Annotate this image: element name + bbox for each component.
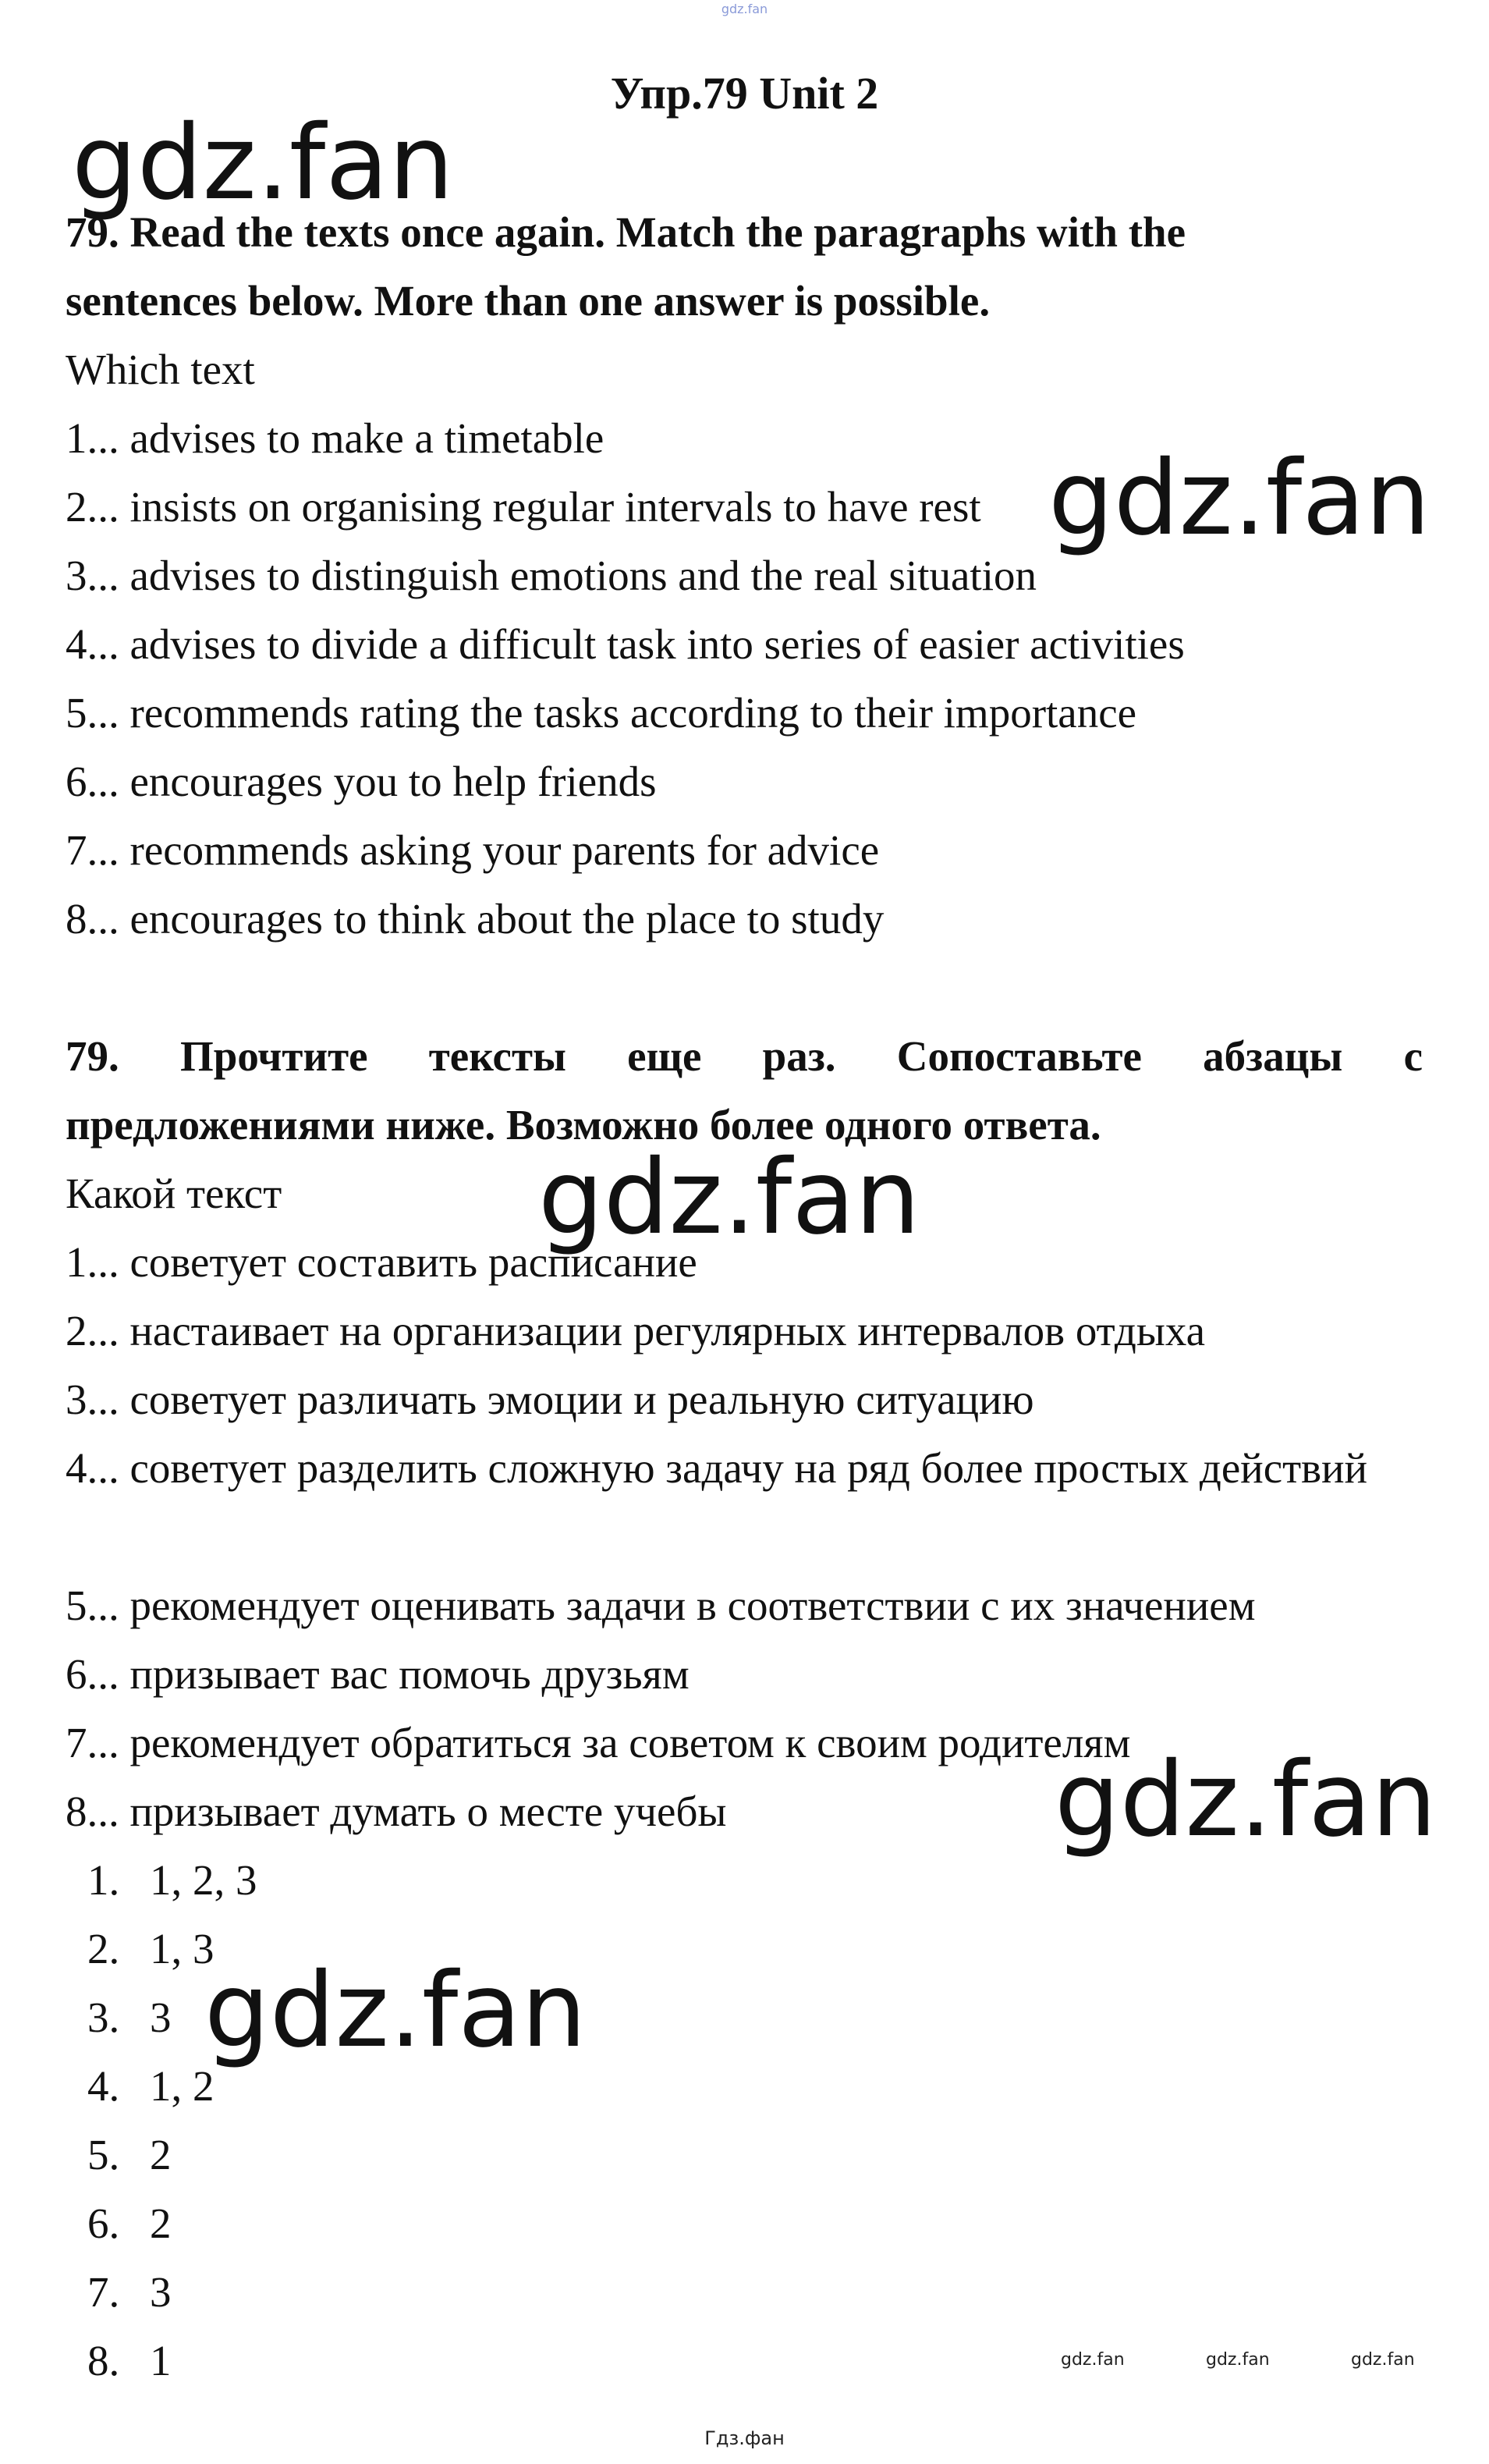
- english-item-7: 7... recommends asking your parents for advice: [66, 826, 880, 874]
- answer-value: 3: [150, 2268, 172, 2316]
- answer-value: 1: [150, 2337, 172, 2384]
- english-heading-line1: 79. Read the texts once again. Match the paragraphs with the: [66, 208, 1186, 256]
- bottom-watermark: Гдз.фан: [704, 2427, 785, 2449]
- english-item-2: 2... insists on organising regular intervals to have rest: [66, 483, 981, 531]
- answer-5: [87, 2121, 172, 2189]
- russian-item-1: 1... советует составить расписание: [66, 1238, 697, 1286]
- answer-number: 3.: [87, 1994, 120, 2041]
- russian-item-4: 4... советует разделить сложную задачу на ряд более простых действий: [66, 1444, 1368, 1492]
- small-watermark-2: gdz.fan: [1206, 2350, 1270, 2370]
- answer-4: [87, 2052, 214, 2121]
- english-item-8: 8... encourages to think about the place to study: [66, 895, 885, 943]
- russian-item-2: 2... настаивает на организации регулярных интервалов отдыха: [66, 1307, 1206, 1354]
- russian-heading-line1: 79. Прочтите тексты еще раз. Сопоставьте абзацы с: [66, 1032, 1423, 1080]
- answer-number: 7.: [87, 2268, 120, 2316]
- english-item-4: 4... advises to divide a difficult task into series of easier activities: [66, 620, 1185, 668]
- russian-item-6: 6... призывает вас помочь друзьям: [66, 1650, 690, 1698]
- english-item-5: 5... recommends rating the tasks according to their importance: [66, 689, 1137, 737]
- top-watermark: gdz.fan: [721, 2, 768, 16]
- watermark-4: gdz.fan: [1055, 1740, 1437, 1860]
- answer-7: [87, 2258, 172, 2327]
- answer-number: 8.: [87, 2337, 120, 2384]
- russian-item-8: 8... призывает думать о месте учебы: [66, 1788, 727, 1835]
- answer-value: 1, 2, 3: [150, 1856, 257, 1904]
- answer-8: [87, 2327, 172, 2395]
- small-watermark-3: gdz.fan: [1351, 2350, 1415, 2370]
- watermark-3: gdz.fan: [538, 1138, 920, 1258]
- answer-number: 6.: [87, 2199, 120, 2247]
- answer-1: [87, 1846, 257, 1915]
- answer-value: 2: [150, 2131, 172, 2178]
- answer-3: [87, 1983, 172, 2052]
- small-watermark-1: gdz.fan: [1061, 2350, 1125, 2370]
- russian-item-7: 7... рекомендует обратиться за советом к своим родителям: [66, 1719, 1131, 1766]
- page-title: Упр.79 Unit 2: [610, 68, 879, 119]
- answer-value: 3: [150, 1994, 172, 2041]
- answer-6: [87, 2189, 172, 2258]
- answer-number: 4.: [87, 2062, 120, 2110]
- watermark-5: gdz.fan: [204, 1951, 587, 2071]
- english-item-3: 3... advises to distinguish emotions and the real situation: [66, 552, 1037, 599]
- english-intro: Which text: [66, 346, 255, 393]
- answer-value: 1, 2: [150, 2062, 214, 2110]
- answer-number: 5.: [87, 2131, 120, 2178]
- english-heading-line2: sentences below. More than one answer is possible.: [66, 277, 991, 325]
- answer-number: 2.: [87, 1925, 120, 1972]
- answer-value: 1, 3: [150, 1925, 214, 1972]
- russian-heading-line2: предложениями ниже. Возможно более одного ответа.: [66, 1101, 1101, 1149]
- english-item-1: 1... advises to make a timetable: [66, 414, 604, 462]
- watermark-1: gdz.fan: [72, 103, 454, 223]
- answer-number: 1.: [87, 1856, 120, 1904]
- watermark-2: gdz.fan: [1048, 438, 1431, 559]
- answer-value: 2: [150, 2199, 172, 2247]
- english-item-6: 6... encourages you to help friends: [66, 758, 657, 805]
- russian-item-5: 5... рекомендует оценивать задачи в соответствии с их значением: [66, 1582, 1256, 1629]
- answer-2: [87, 1915, 214, 1983]
- russian-item-3: 3... советует различать эмоции и реальную ситуацию: [66, 1376, 1034, 1423]
- russian-intro: Какой текст: [66, 1170, 282, 1217]
